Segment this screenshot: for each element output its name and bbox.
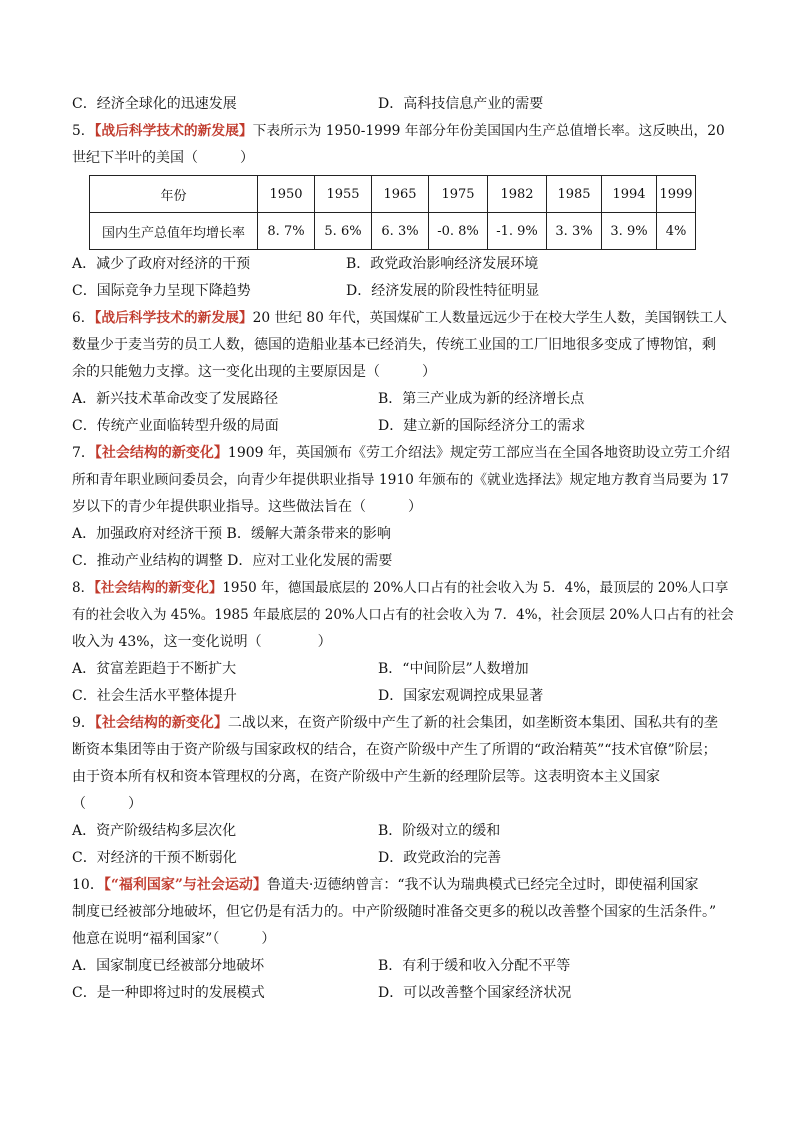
table-cell: 4% <box>657 213 696 250</box>
question-text-line: 断资本集团等由于资产阶级与国家政权的结合，在资产阶级中产生了所谓的“政治精英”“技术官僚”阶层； <box>72 742 717 758</box>
option-d: D．经济发展的阶段性特征明显 <box>346 283 540 299</box>
question-text: 鲁道夫·迈德纳曾言：“我不认为瑞典模式已经完全过时，即使福利国家 <box>266 877 699 893</box>
question-text-line: 有的社会收入为 45%。1985 年最底层的 20%人口占有的社会收入为 7．4%，社会顶层 20%人口占有的社会 <box>72 607 734 623</box>
option-a: A．贫富差距趋于不断扩大 <box>72 661 237 677</box>
option-d: D．高科技信息产业的需要 <box>378 96 544 112</box>
table-cell: -0. 8% <box>429 213 488 250</box>
question-tag: 【社会结构的新变化】 <box>94 715 228 731</box>
question-text-line: 所和青年职业顾问委员会，向青少年提供职业指导 1910 年颁布的《就业选择法》规定地方教育当局要为 17 <box>72 472 729 488</box>
table-row <box>90 213 696 250</box>
option-b: B．政党政治影响经济发展环境 <box>346 256 539 272</box>
question-text-line: 制度已经被部分地破坏，但它仍是有活力的。中产阶级随时准备交更多的税以改善整个国家的生活条件。” <box>72 904 717 920</box>
question-number: 5． <box>72 123 95 139</box>
question-8-stem <box>72 578 732 598</box>
option-a: A．国家制度已经被部分地破坏 <box>72 958 265 974</box>
option-b: B．阶级对立的缓和 <box>378 823 501 839</box>
question-text-line: 收入为 43%，这一变化说明（ ） <box>72 634 332 650</box>
table-header-cell: 1982 <box>488 176 547 213</box>
question-number: 10． <box>72 877 104 893</box>
option-c: C．社会生活水平整体提升 <box>72 688 237 704</box>
table-header-cell: 年份 <box>90 176 258 213</box>
question-text: 20 世纪 80 年代，英国煤矿工人数量远远少于在校大学生人数，美国钢铁工人 <box>252 310 727 326</box>
option-a: A．新兴技术革命改变了发展路径 <box>72 391 279 407</box>
option-b: B．有利于缓和收入分配不平等 <box>378 958 571 974</box>
table-row-label: 国内生产总值年均增长率 <box>90 213 258 250</box>
question-tag: 【“福利国家”与社会运动】 <box>103 877 267 893</box>
question-number: 6． <box>72 310 95 326</box>
table-cell: 8. 7% <box>258 213 315 250</box>
question-text: 二战以来，在资产阶级中产生了新的社会集团，如垄断资本集团、国私共有的垄 <box>227 715 718 731</box>
option-d: D．政党政治的完善 <box>378 850 502 866</box>
question-7-stem <box>72 443 732 463</box>
option-c: C．传统产业面临转型升级的局面 <box>72 418 279 434</box>
options-c-d: C．推动产业结构的调整 D．应对工业化发展的需要 <box>72 553 393 569</box>
option-a: A．资产阶级结构多层次化 <box>72 823 237 839</box>
question-text: 下表所示为 1950-1999 年部分年份美国国内生产总值增长率。这反映出，20 <box>252 123 725 139</box>
question-5-stem <box>72 121 732 141</box>
question-text-line: 他意在说明“福利国家”（ ） <box>72 931 276 947</box>
option-a: A．减少了政府对经济的干预 <box>72 256 251 272</box>
option-d: D．建立新的国际经济分工的需求 <box>378 418 586 434</box>
option-b: B．“中间阶层”人数增加 <box>378 661 529 677</box>
question-tag: 【战后科学技术的新发展】 <box>94 123 253 139</box>
question-number: 9． <box>72 715 95 731</box>
table-header-cell: 1994 <box>602 176 657 213</box>
table-header-cell: 1999 <box>657 176 696 213</box>
table-header-cell: 1955 <box>315 176 372 213</box>
option-b: B．第三产业成为新的经济增长点 <box>378 391 585 407</box>
option-c: C．是一种即将过时的发展模式 <box>72 985 265 1001</box>
option-c: C．经济全球化的迅速发展 <box>72 96 237 112</box>
question-number: 8． <box>72 580 95 596</box>
table-cell: 6. 3% <box>372 213 429 250</box>
table-cell: 5. 6% <box>315 213 372 250</box>
question-number: 7． <box>72 445 95 461</box>
question-tag: 【战后科学技术的新发展】 <box>94 310 253 326</box>
question-tag: 【社会结构的新变化】 <box>94 580 223 596</box>
table-header-cell: 1950 <box>258 176 315 213</box>
option-d: D．国家宏观调控成果显著 <box>378 688 544 704</box>
table-header-cell: 1975 <box>429 176 488 213</box>
question-9-stem <box>72 713 732 733</box>
question-text-line: 余的只能勉力支撑。这一变化出现的主要原因是（ ） <box>72 364 436 380</box>
question-text: 1909 年，英国颁布《劳工介绍法》规定劳工部应当在全国各地资助设立劳工介绍 <box>227 445 730 461</box>
table-cell: 3. 3% <box>547 213 602 250</box>
table-cell: 3. 9% <box>602 213 657 250</box>
question-tag: 【社会结构的新变化】 <box>94 445 228 461</box>
question-text-line: 由于资本所有权和资本管理权的分离，在资产阶级中产生新的经理阶层等。这表明资本主义国家 <box>72 769 660 785</box>
question-10-stem <box>72 875 732 895</box>
table-header-cell: 1965 <box>372 176 429 213</box>
options-a-b: A．加强政府对经济干预 B．缓解大萧条带来的影响 <box>72 526 391 542</box>
table-row <box>90 176 696 213</box>
question-text-line: 数量少于麦当劳的员工人数，德国的造船业基本已经消失，传统工业国的工厂旧地很多变成了博物馆，剩 <box>72 337 716 353</box>
question-text: 1950 年，德国最底层的 20%人口占有的社会收入为 5．4%，最顶层的 20%人口享 <box>222 580 729 596</box>
gdp-growth-table <box>89 175 696 250</box>
question-text-line: （ ） <box>72 796 142 812</box>
option-c: C．对经济的干预不断弱化 <box>72 850 237 866</box>
question-text-line: 世纪下半叶的美国（ ） <box>72 150 254 166</box>
question-text-line: 岁以下的青少年提供职业指导。这些做法旨在（ ） <box>72 499 422 515</box>
option-c: C．国际竞争力呈现下降趋势 <box>72 283 251 299</box>
table-cell: -1. 9% <box>488 213 547 250</box>
question-6-stem <box>72 308 732 328</box>
option-d: D．可以改善整个国家经济状况 <box>378 985 572 1001</box>
table-header-cell: 1985 <box>547 176 602 213</box>
